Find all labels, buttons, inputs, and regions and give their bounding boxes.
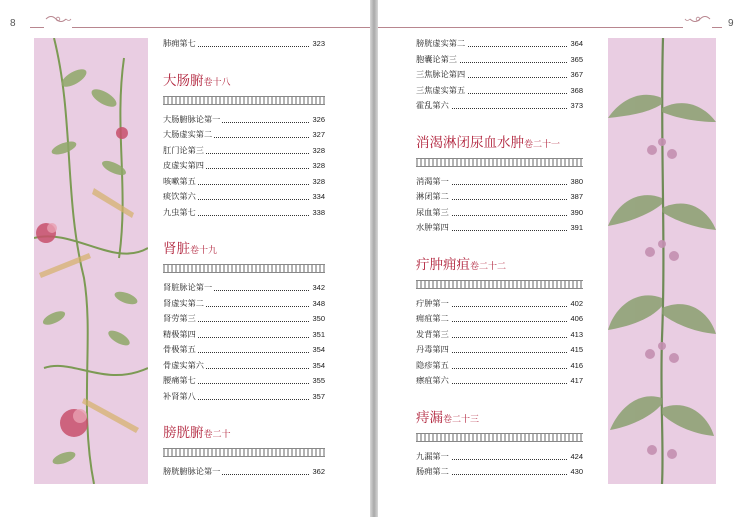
toc-entry-page: 326: [310, 112, 325, 128]
toc-entry-page: 354: [310, 358, 325, 374]
toc-entry-title: 消渴第一: [416, 175, 449, 186]
toc-entry[interactable]: [163, 174, 325, 190]
header-rule-right-short: [712, 27, 722, 28]
right-page: [378, 0, 750, 517]
left-page: [0, 0, 370, 517]
toc-entry[interactable]: [163, 311, 325, 327]
toc-entry[interactable]: [416, 373, 583, 389]
header-rule-right: [378, 27, 683, 28]
motherwort-plant-illustration: [608, 38, 716, 484]
toc-entry[interactable]: [163, 342, 325, 358]
toc-entry-title: 瘭疽第六: [416, 375, 449, 385]
chapter-section: [163, 425, 325, 480]
toc-entry-page: 328: [310, 158, 325, 174]
toc-entry-page: 328: [310, 174, 325, 190]
toc-entry-page: 334: [310, 189, 325, 205]
toc-entry[interactable]: [163, 112, 325, 128]
toc-entry[interactable]: [416, 464, 583, 480]
toc-entry-page: 357: [310, 389, 325, 405]
toc-entry[interactable]: [163, 205, 325, 221]
toc-entry-title: 隐疹第五: [416, 359, 449, 370]
toc-entry[interactable]: [416, 296, 583, 312]
chapter-section: [416, 410, 583, 480]
toc-entry[interactable]: [416, 98, 583, 114]
toc-entry[interactable]: [163, 189, 325, 205]
toc-entry-page: 367: [568, 67, 583, 83]
toc-entry[interactable]: [163, 127, 325, 143]
toc-entry-title: 膀胱虚实第二: [416, 38, 466, 48]
toc-entry-page: 417: [568, 373, 583, 389]
scroll-ornament-icon: [44, 14, 72, 24]
toc-entry-page: 323: [310, 36, 325, 52]
herb-illustration-left: [34, 38, 148, 484]
chapter-fret-rule: [416, 280, 583, 289]
toc-entry[interactable]: [416, 327, 583, 343]
toc-entry-page: 355: [310, 373, 325, 389]
toc-entry-page: 416: [568, 358, 583, 374]
toc-entry-title: 补肾第八: [163, 390, 196, 401]
toc-entry[interactable]: [163, 280, 325, 296]
toc-entry-title: 丹毒第四: [416, 344, 449, 354]
toc-entry[interactable]: [163, 373, 325, 389]
toc-entry-title: 发背第三: [416, 328, 449, 339]
toc-entry[interactable]: [163, 143, 325, 159]
toc-entry[interactable]: [416, 205, 583, 221]
chapter-title: [163, 73, 325, 91]
chapter-fret-rule: [416, 158, 583, 167]
chapter-fret-rule: [163, 448, 325, 457]
toc-entry-title: 精极第四: [163, 328, 196, 339]
toc-entry-page: 391: [568, 220, 583, 236]
table-of-contents-left: [163, 36, 325, 480]
toc-entry-title: 痰饮第六: [163, 191, 196, 201]
toc-entry-page: 327: [310, 127, 325, 143]
table-of-contents-right: [416, 36, 583, 480]
toc-entry-title: 咳嗽第五: [163, 175, 196, 186]
toc-entry-page: 387: [568, 189, 583, 205]
chapter-volume: 卷十八: [203, 77, 231, 88]
toc-entry-title: 尿血第三: [416, 206, 449, 217]
toc-entry-page: 373: [568, 98, 583, 114]
toc-entry[interactable]: [416, 189, 583, 205]
toc-entry-title: 三焦虚实第五: [416, 84, 466, 95]
chapter-volume: 卷十九: [190, 246, 218, 256]
toc-entry[interactable]: [416, 36, 583, 52]
chapter-section: [416, 135, 583, 236]
toc-entry-title: 三焦脉论第四: [416, 69, 466, 79]
toc-entry-title: 九漏第一: [416, 450, 449, 461]
chapter-title: [416, 410, 583, 428]
toc-entry[interactable]: [416, 220, 583, 236]
chapter-title: [416, 257, 583, 275]
toc-entry[interactable]: [416, 311, 583, 327]
page-number-right: 9: [728, 18, 734, 29]
toc-entry-page: 364: [568, 36, 583, 52]
toc-entry-page: 406: [568, 311, 583, 327]
toc-entry-title: 胞囊论第三: [416, 53, 457, 64]
toc-entry-page: 424: [568, 449, 583, 465]
toc-entry[interactable]: [163, 464, 325, 480]
toc-entry[interactable]: [416, 67, 583, 83]
chapter-volume: 卷二十: [203, 430, 231, 440]
toc-entry-title: 肺痈第七: [163, 38, 196, 48]
toc-entry-title: 大肠腑脉论第一: [163, 113, 221, 124]
book-spine: [370, 0, 378, 517]
toc-entry[interactable]: [163, 327, 325, 343]
toc-entry-page: 338: [310, 205, 325, 221]
toc-entry[interactable]: [163, 389, 325, 405]
toc-entry-page: 368: [568, 83, 583, 99]
toc-entry-title: 水肿第四: [416, 222, 449, 232]
chapter-fret-rule: [163, 264, 325, 273]
herb-illustration-right: [608, 38, 716, 484]
toc-entry-title: 肾虚实第二: [163, 297, 204, 308]
chapter-name: 大肠腑: [163, 72, 204, 89]
toc-entry-title: 大肠虚实第二: [163, 129, 213, 139]
chapter-section: [163, 241, 325, 404]
chapter-volume: 卷二十三: [443, 414, 480, 425]
toc-entry-page: 348: [310, 296, 325, 312]
chapter-volume: 卷二十一: [524, 139, 561, 150]
toc-entry-title: 膀胱腑脉论第一: [163, 466, 221, 476]
toc-entry-title: 肾脏脉论第一: [163, 282, 213, 292]
toc-entry-page: 354: [310, 342, 325, 358]
toc-entry-title: 皮虚实第四: [163, 160, 204, 170]
toc-entry[interactable]: [163, 158, 325, 174]
header-rule-left: [72, 27, 370, 28]
toc-entry[interactable]: [416, 174, 583, 190]
chapter-name: 痔漏: [416, 409, 443, 426]
chapter-title: [416, 135, 583, 153]
toc-entry-title: 腰痛第七: [163, 375, 196, 385]
toc-entry-page: 402: [568, 296, 583, 312]
toc-entry-page: 328: [310, 143, 325, 159]
toc-entry-title: 痈疽第二: [416, 313, 449, 323]
toc-entry-title: 肾劳第三: [163, 313, 196, 323]
toc-entry-page: 415: [568, 342, 583, 358]
chapter-section: [163, 73, 325, 221]
chapter-fret-rule: [163, 96, 325, 105]
toc-entry[interactable]: [163, 358, 325, 374]
toc-entry[interactable]: [416, 342, 583, 358]
chapter-name: 肾脏: [163, 241, 190, 257]
chapter-title: [163, 425, 325, 443]
toc-entry-page: 430: [568, 464, 583, 480]
toc-entry-title: 霍乱第六: [416, 100, 449, 110]
toc-entry-title: 骨极第五: [163, 344, 196, 354]
toc-entry-page: 413: [568, 327, 583, 343]
pea-plant-illustration: [34, 38, 148, 484]
toc-entry[interactable]: [416, 358, 583, 374]
toc-entry-title: 骨虚实第六: [163, 359, 204, 370]
toc-entry-page: 390: [568, 205, 583, 221]
toc-entry-title: 疔肿第一: [416, 297, 449, 308]
toc-entry[interactable]: [416, 83, 583, 99]
toc-entry-title: 九虫第七: [163, 206, 196, 217]
chapter-fret-rule: [416, 433, 583, 442]
page-number-left: 8: [10, 18, 16, 29]
toc-entry-title: 淋闭第二: [416, 191, 449, 201]
toc-entry[interactable]: [163, 296, 325, 312]
toc-entry[interactable]: [163, 36, 325, 52]
toc-entry-page: 342: [310, 280, 325, 296]
toc-entry-page: 350: [310, 311, 325, 327]
toc-entry-title: 肠痈第二: [416, 466, 449, 476]
toc-entry-page: 351: [310, 327, 325, 343]
toc-entry[interactable]: [416, 52, 583, 68]
toc-entry-page: 365: [568, 52, 583, 68]
toc-entry[interactable]: [416, 449, 583, 465]
chapter-name: 疔肿痈疽: [416, 256, 470, 273]
toc-entry-page: 380: [568, 174, 583, 190]
toc-entry-page: 362: [310, 464, 325, 480]
header-rule-left-short: [30, 27, 44, 28]
chapter-title: [163, 241, 325, 259]
toc-entry-title: 肛门论第三: [163, 144, 204, 155]
chapter-volume: 卷二十二: [470, 261, 507, 272]
chapter-name: 膀胱腑: [163, 425, 204, 441]
chapter-name: 消渴淋闭尿血水肿: [416, 134, 524, 151]
chapter-section: [416, 257, 583, 389]
scroll-ornament-icon: [684, 14, 712, 24]
